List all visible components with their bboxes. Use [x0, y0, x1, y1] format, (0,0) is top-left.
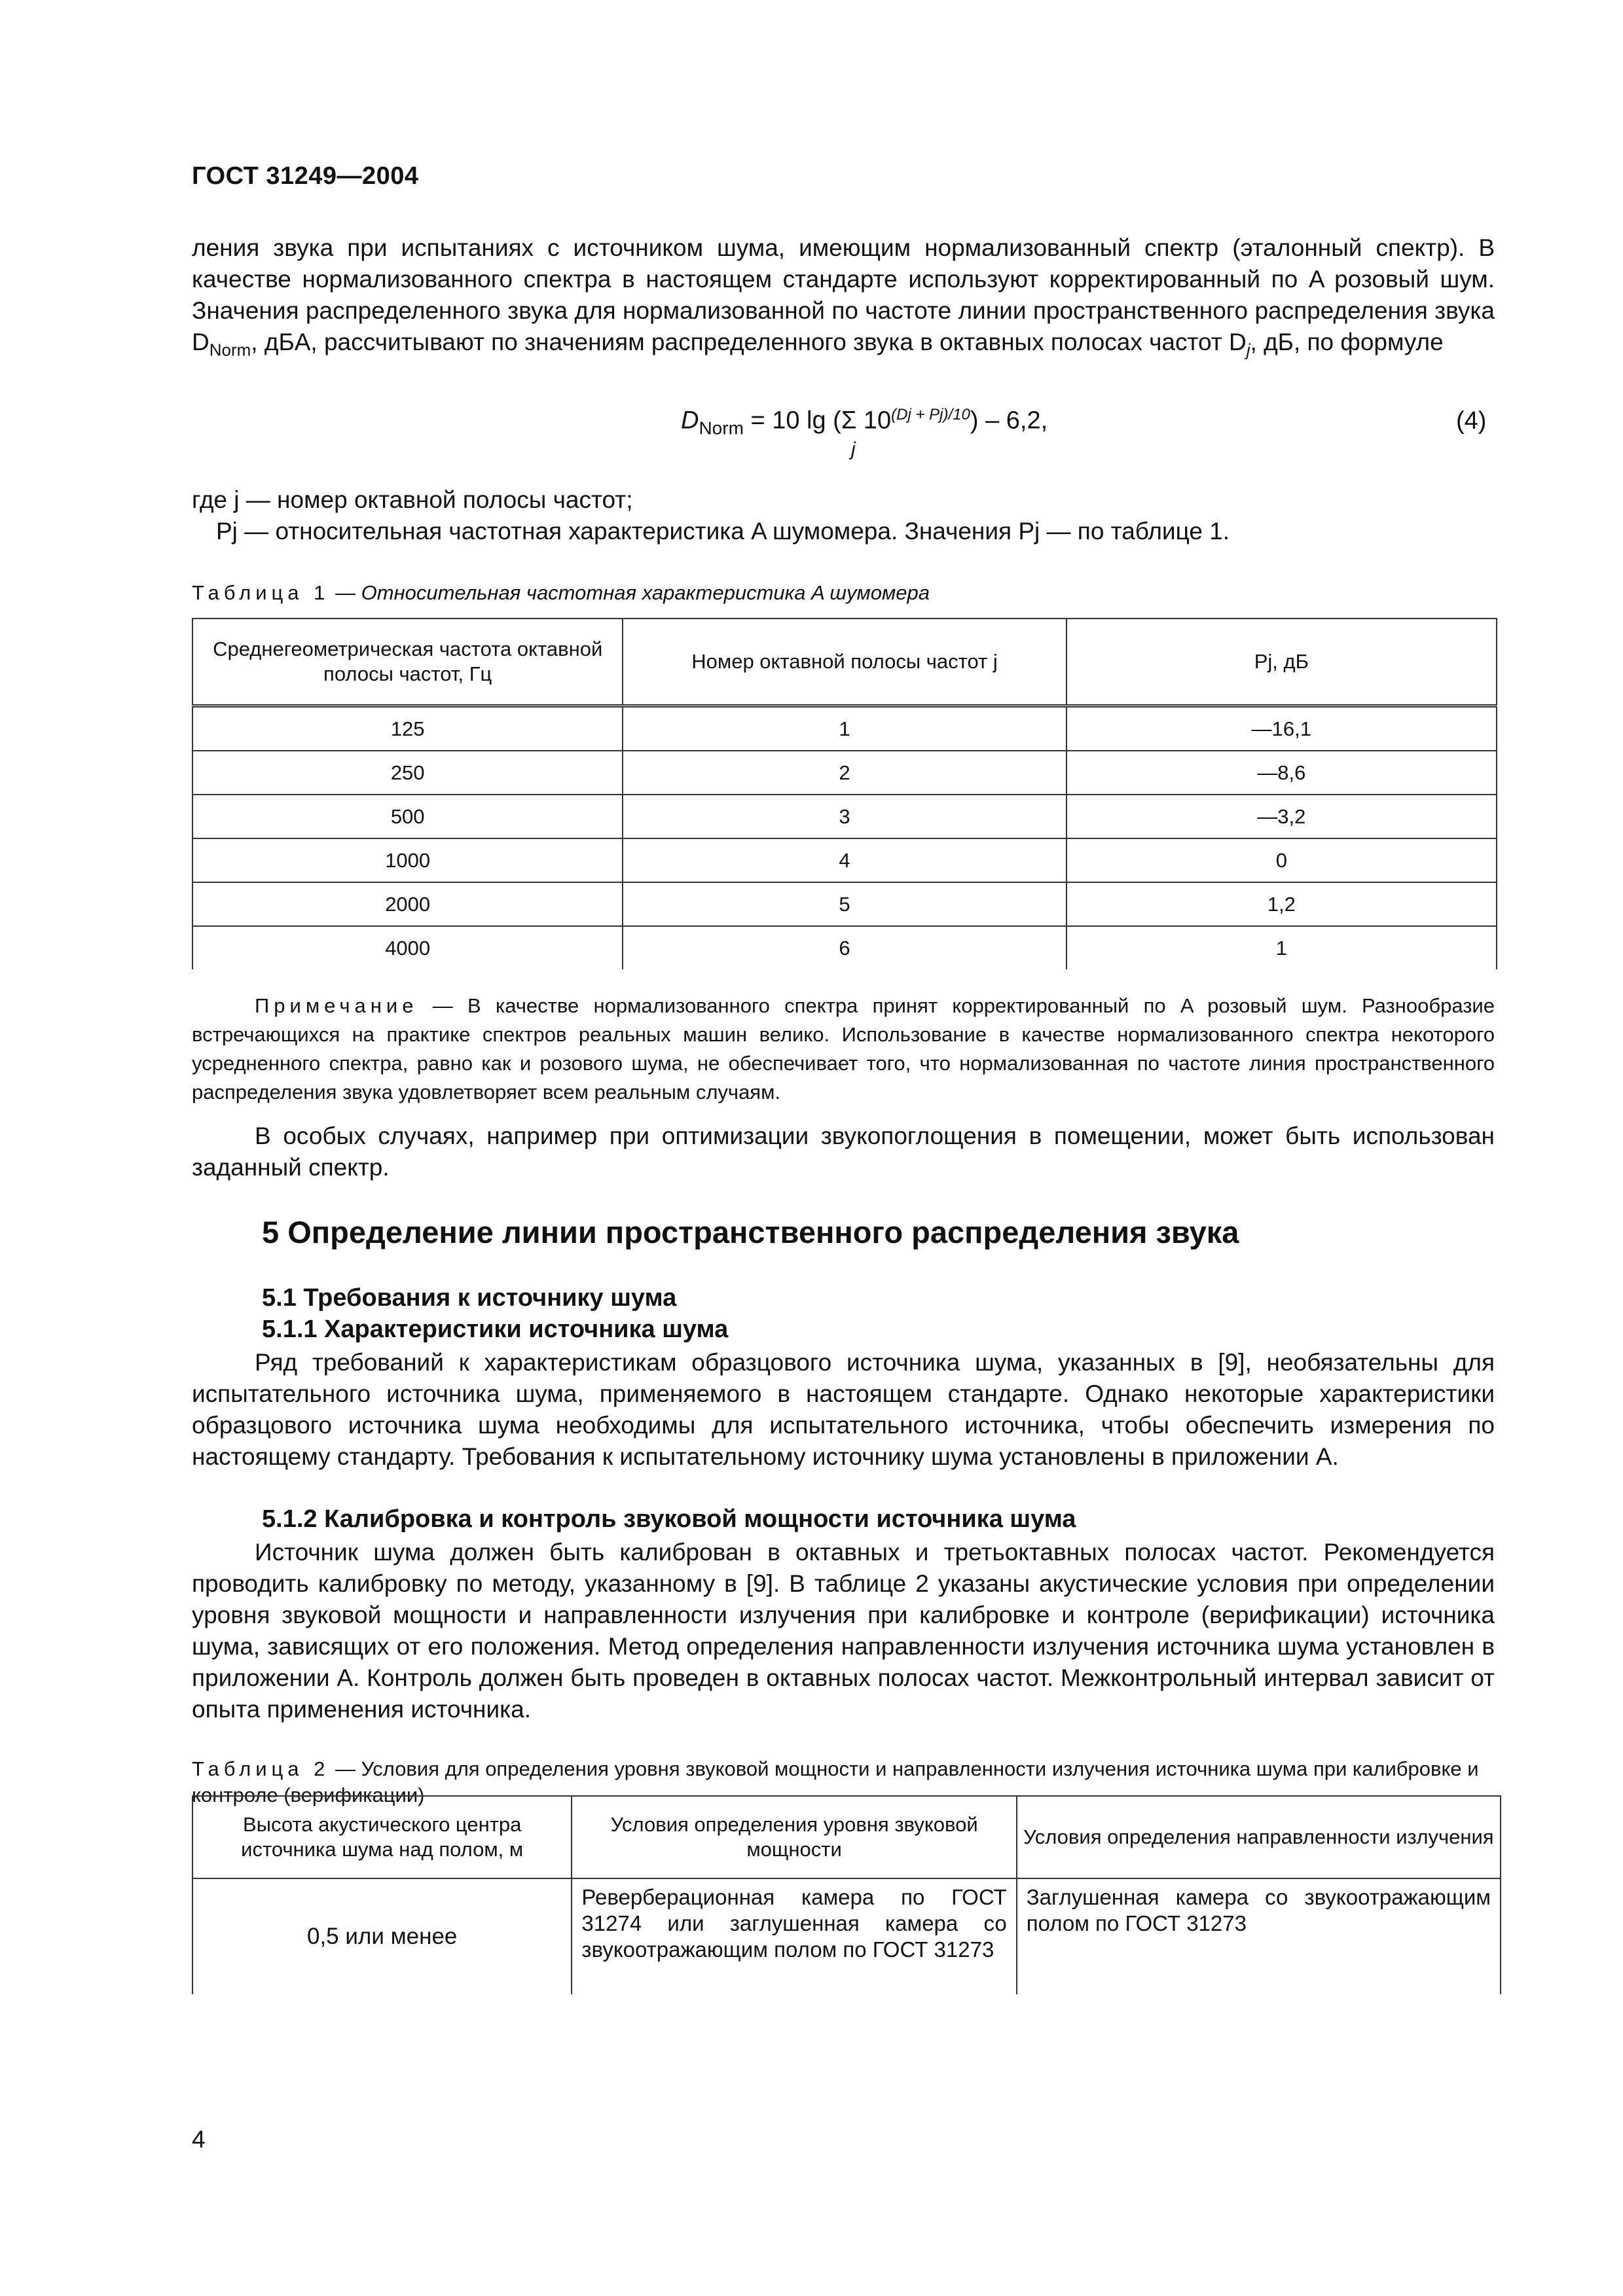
table1-header-freq: Среднегеометрическая частота октавной полосы частот, Гц [192, 619, 623, 706]
table1-header-row [192, 619, 1497, 706]
formula-rhs-end: ) – 6,2, [970, 406, 1048, 435]
section-5-1-2-text [192, 1537, 1495, 1725]
formula-exp: (Dj + Pj)/10 [891, 406, 970, 423]
table-cell: —8,6 [1067, 751, 1497, 795]
table2-header-directivity: Условия определения направленности излучения [1017, 1796, 1501, 1878]
table-cell: 4 [623, 838, 1066, 882]
intro-text: ления звука при испытаниях с источником шума, имеющим нормализованный спектр (эталонный спектр). В качестве нормализованного спектра в настоящем стандарте используют корректированный по A розовый шум. Значения распределенного звука для нормализованной по частоте линии пространственного распределения звука D [192, 234, 1495, 355]
table2-caption-label: Таблица 2 [192, 1757, 330, 1780]
table-cell: 4000 [192, 926, 623, 969]
s511-text: Ряд требований к характеристикам образцового источника шума, указанных в [9], необязательны для испытательного источника шума, применяемого в настоящем стандарте. Однако некоторые характеристики образцового источника шума необходимы для испытательного источника, чтобы обеспечить измерения по настоящему стандарту. Требования к испытательному источнику шума установлены в приложении А. [192, 1349, 1495, 1470]
table-cell: 0 [1067, 838, 1497, 882]
table-cell: 1 [623, 706, 1066, 751]
document-header: ГОСТ 31249—2004 [192, 162, 419, 190]
section-5-1-title: 5.1 Требования к источнику шума [262, 1284, 677, 1312]
table2-header-power: Условия определения уровня звуковой мощности [572, 1796, 1016, 1878]
table1-caption-text: — Относительная частотная характеристика A шумомера [329, 581, 930, 604]
note-paragraph [192, 992, 1495, 1107]
formula-rhs: = 10 lg (Σ 10 [750, 406, 892, 435]
table1-header-band: Номер октавной полосы частот j [623, 619, 1066, 706]
page-number: 4 [192, 2126, 206, 2153]
formula [681, 406, 1048, 439]
table-row [192, 926, 1497, 969]
table-cell: 1,2 [1067, 882, 1497, 926]
formula-lhs: D [681, 406, 699, 435]
formula-number: (4) [1456, 407, 1487, 435]
special-text: В особых случаях, например при оптимизации звукопоглощения в помещении, может быть использован заданный спектр. [192, 1122, 1495, 1181]
table-row [192, 838, 1497, 882]
table-cell: 2000 [192, 882, 623, 926]
table-cell: 5 [623, 882, 1066, 926]
intro-tail: , дБA, рассчитывают по значениям распределенного звука в октавных полосах частот D [251, 329, 1247, 355]
table-cell: 125 [192, 706, 623, 751]
formula-sum-index: j [851, 439, 856, 460]
table2-caption-text: — Условия для определения уровня звуковой мощности и направленности излучения источника шума при калибровке и контроле (верификации) [192, 1757, 1479, 1806]
section-5-title: 5 Определение линии пространственного распределения звука [262, 1215, 1239, 1249]
table1-caption-label: Таблица 1 [192, 581, 330, 604]
table-cell: Реверберационная камера по ГОСТ 31274 или заглушенная камера со звукоотражающим полом по ГОСТ 31273 [572, 1878, 1016, 1994]
where-line-2: Pj — относительная частотная характеристика A шумомера. Значения Pj — по таблице 1. [216, 518, 1230, 545]
table-row [192, 751, 1497, 795]
table-cell: 500 [192, 795, 623, 838]
table2-header-row [192, 1796, 1501, 1878]
table-cell: Заглушенная камера со звукоотражающим полом по ГОСТ 31273 [1017, 1878, 1501, 1994]
table-cell: 2 [623, 751, 1066, 795]
intro-paragraph [192, 232, 1495, 365]
table-cell: 1 [1067, 926, 1497, 969]
table-2 [192, 1795, 1501, 1994]
table-1 [192, 618, 1497, 969]
table-cell: —16,1 [1067, 706, 1497, 751]
s512-text: Источник шума должен быть калиброван в октавных и третьоктавных полосах частот. Рекомендуется проводить калибровку по методу, указанному в [9]. В таблице 2 указаны акустические условия при определении уровня звуковой мощности и направленности излучения при калибровке и контроле (верификации) источника шума, зависящих от его положения. Метод определения направленности излучения источника шума установлен в приложении А. Контроль должен быть проведен в октавных полосах частот. Межконтрольный интервал зависит от опыта применения источника. [192, 1539, 1495, 1723]
intro-j: j [1246, 340, 1250, 360]
section-5-1-1-text [192, 1347, 1495, 1473]
note-text: — В качестве нормализованного спектра принят корректированный по A розовый шум. Разнообразие встречающихся на практике спектров реальных машин велико. Использование в качестве нормализованного спектра некоторого усредненного спектра, равно как и розового шума, не обеспечивает того, что нормализованная по частоте линия пространственного распределения звука удовлетворяет всем реальным случаям. [192, 994, 1495, 1103]
table-row [192, 1878, 1501, 1994]
table1-caption [192, 580, 930, 606]
table1-header-pj: Pj, дБ [1067, 619, 1497, 706]
table2-header-height: Высота акустического центра источника шума над полом, м [192, 1796, 572, 1878]
where-line-1: где j — номер октавной полосы частот; [192, 486, 633, 513]
formula-lhs-sub: Norm [699, 418, 744, 439]
table-cell: 250 [192, 751, 623, 795]
intro-sub: Norm [209, 340, 251, 360]
table-row [192, 882, 1497, 926]
table-cell: 3 [623, 795, 1066, 838]
table-cell: —3,2 [1067, 795, 1497, 838]
intro-end: , дБ, по формуле [1250, 329, 1444, 355]
table-row [192, 795, 1497, 838]
table-cell: 1000 [192, 838, 623, 882]
note-label: Примечание [255, 994, 418, 1017]
table-cell: 6 [623, 926, 1066, 969]
section-5-1-1-title: 5.1.1 Характеристики источника шума [262, 1316, 729, 1343]
table-row [192, 706, 1497, 751]
special-paragraph [192, 1121, 1495, 1183]
section-5-1-2-title: 5.1.2 Калибровка и контроль звуковой мощности источника шума [262, 1505, 1076, 1533]
table-cell: 0,5 или менее [192, 1878, 572, 1994]
